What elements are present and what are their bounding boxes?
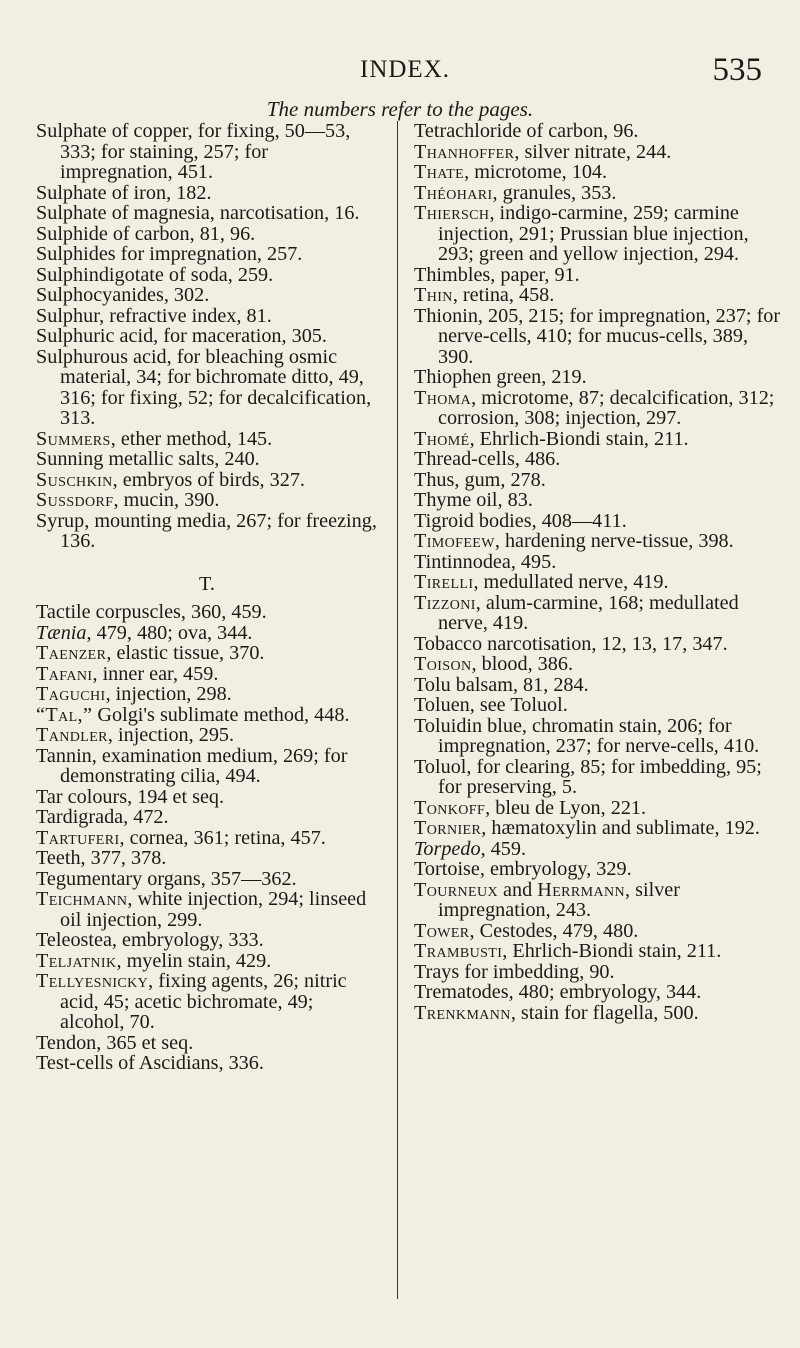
entry-author: “Tal,” <box>36 703 93 726</box>
left-column <box>36 121 378 1074</box>
entry-text: , bleu de Lyon, 221. <box>485 796 647 819</box>
entry-text: Tobacco narcotisation, 12, 13, 17, 347. <box>414 632 728 655</box>
entry-text: , cornea, 361; retina, 457. <box>119 826 326 849</box>
entry-author: Tandler <box>36 724 108 746</box>
entry-text: Tetrachloride of carbon, 96. <box>414 120 639 142</box>
index-entry <box>414 490 782 511</box>
index-entry <box>414 880 782 921</box>
entry-author: Thoma <box>414 386 472 409</box>
index-entry <box>414 470 782 491</box>
index-entry <box>36 889 378 930</box>
entry-text: Tigroid bodies, 408—411. <box>414 509 627 532</box>
entry-text: and <box>497 878 538 901</box>
index-entry <box>414 982 782 1003</box>
entry-text: , myelin stain, 429. <box>116 949 272 972</box>
entry-text: , alum-carmine, 168; medullated nerve, 419. <box>438 591 739 634</box>
index-entry <box>414 941 782 962</box>
entry-author: Tonkoff <box>414 796 486 819</box>
entry-text: Thiophen green, 219. <box>414 366 587 388</box>
entry-text: Thimbles, paper, 91. <box>414 263 580 286</box>
right-column <box>414 121 782 1023</box>
entry-author: Tartuferi <box>36 826 120 849</box>
index-entry <box>414 203 782 265</box>
index-entry <box>414 429 782 450</box>
entry-author: Thanhoffer <box>414 140 515 163</box>
entry-text: Teleostea, embryology, 333. <box>36 929 264 951</box>
entry-text: Toluidin blue, chromatin stain, 206; for impregnation, 237; for nerve-cells, 410. <box>414 714 760 757</box>
index-entry <box>414 552 782 573</box>
entry-text: Thus, gum, 278. <box>414 468 546 491</box>
entry-text: Test-cells of Ascidians, 336. <box>36 1052 264 1074</box>
entry-text: , inner ear, 459. <box>92 662 219 685</box>
index-entry <box>414 367 782 388</box>
entry-text: Sulphate of iron, 182. <box>36 181 212 204</box>
index-entry <box>414 839 782 860</box>
entry-text: , white injection, 294; linseed oil injection, 299. <box>60 888 367 931</box>
index-entry <box>414 388 782 429</box>
entry-text: Thyme oil, 83. <box>414 489 533 511</box>
entry-text: , microtome, 104. <box>464 161 608 183</box>
entry-author: Timofeew <box>414 530 495 552</box>
index-entry <box>36 326 378 347</box>
index-entry <box>36 347 378 429</box>
entry-text: Tortoise, embryology, 329. <box>414 858 632 880</box>
entry-text: Teeth, 377, 378. <box>36 847 167 869</box>
entry-text: , silver nitrate, 244. <box>514 140 672 163</box>
entry-author: Thin <box>414 284 453 306</box>
index-entry <box>36 623 378 644</box>
entry-text: Syrup, mounting media, 267; for freezing, 136. <box>36 509 377 552</box>
entry-author: Thomé <box>414 427 470 450</box>
entry-text: Sulphides for impregnation, 257. <box>36 243 303 265</box>
entry-text: Tannin, examination medium, 269; for demonstrating cilia, 494. <box>36 744 348 787</box>
index-entry <box>36 306 378 327</box>
index-entry <box>36 930 378 951</box>
entry-text: , fixing agents, 26; nitric acid, 45; acetic bichromate, 49; alcohol, 70. <box>60 970 347 1033</box>
index-entry <box>414 265 782 286</box>
index-entry <box>36 705 378 726</box>
index-entry <box>414 1003 782 1024</box>
index-entry <box>36 449 378 470</box>
entry-text: , elastic tissue, 370. <box>106 642 265 664</box>
entry-author: Suschkin <box>36 468 113 491</box>
entry-text: Sulphurous acid, for bleaching osmic material, 34; for bichromate ditto, 49, 316; for fixing, 52; for decalcification, 313. <box>36 345 372 429</box>
entry-text: Sulphate of copper, for fixing, 50—53, 333; for staining, 257; for impregnation, 451. <box>36 120 351 183</box>
entry-text: Golgi's sublimate method, 448. <box>92 703 350 726</box>
index-entry <box>36 684 378 705</box>
index-entry <box>414 859 782 880</box>
index-entry <box>36 807 378 828</box>
index-entry <box>414 634 782 655</box>
entry-text: Tendon, 365 et seq. <box>36 1031 194 1054</box>
index-entry <box>36 265 378 286</box>
index-entry <box>36 971 378 1033</box>
section-letter: T. <box>199 572 215 595</box>
index-entry <box>414 962 782 983</box>
index-entry <box>36 244 378 265</box>
entry-text: , indigo-carmine, 259; carmine injection, 291; Prussian blue injection, 293; green and yellow injection, 294. <box>438 202 749 265</box>
entry-author: Teljatnik <box>36 949 117 972</box>
index-entry <box>36 828 378 849</box>
index-entry <box>414 921 782 942</box>
entry-text: Tolu balsam, 81, 284. <box>414 673 589 696</box>
index-entry <box>36 664 378 685</box>
index-entry <box>36 203 378 224</box>
entry-author: Taenzer <box>36 642 107 664</box>
entry-author: Summers <box>36 427 111 450</box>
entry-text: Sulphide of carbon, 81, 96. <box>36 222 256 245</box>
index-entry <box>414 285 782 306</box>
index-entry <box>36 490 378 511</box>
entry-text: , Cestodes, 479, 480. <box>469 919 639 942</box>
entry-author: Tizzoni <box>414 591 476 614</box>
entry-author: Thate <box>414 161 465 183</box>
entry-text: , silver impregnation, 243. <box>438 878 680 921</box>
entry-author: Tourneux <box>414 878 498 901</box>
entry-text: Tintinnodea, 495. <box>414 550 557 573</box>
entry-author: Théohari <box>414 181 493 204</box>
entry-text: , hæmatoxylin and sublimate, 192. <box>481 817 760 839</box>
running-head: INDEX. <box>360 56 451 83</box>
entry-author: Trenkmann <box>414 1001 511 1024</box>
index-entry <box>414 798 782 819</box>
index-entry <box>414 531 782 552</box>
entry-text: Sulphuric acid, for maceration, 305. <box>36 325 327 347</box>
entry-author: Trambusti <box>414 940 503 962</box>
entry-text: Trematodes, 480; embryology, 344. <box>414 981 702 1003</box>
page-number: 535 <box>712 52 762 88</box>
index-entry <box>414 183 782 204</box>
entry-text: Sunning metallic salts, 240. <box>36 448 260 470</box>
entry-author: Tirelli <box>414 571 474 593</box>
entry-text: , granules, 353. <box>492 181 617 204</box>
entry-text: Sulphocyanides, 302. <box>36 284 210 306</box>
index-entry <box>36 951 378 972</box>
entry-text: , injection, 295. <box>107 724 235 746</box>
entry-author: Tower <box>414 919 470 942</box>
entry-text: , 479, 480; ova, 344. <box>86 621 253 644</box>
entry-text: Thionin, 205, 215; for impregnation, 237; for nerve-cells, 410; for mucus-cells, 389, 390. <box>414 304 781 368</box>
index-entry <box>414 449 782 470</box>
index-entry <box>414 306 782 368</box>
entry-text: Sulphate of magnesia, narcotisation, 16. <box>36 202 360 224</box>
entry-author: Thiersch <box>414 202 490 224</box>
entry-text: , mucin, 390. <box>113 489 220 511</box>
entry-author: Taguchi <box>36 683 106 705</box>
index-entry <box>36 643 378 664</box>
entry-text: Tactile corpuscles, 360, 459. <box>36 601 267 623</box>
entry-author: Tornier <box>414 817 482 839</box>
entry-text: , Ehrlich-Biondi stain, 211. <box>469 427 689 450</box>
entry-text: , medullated nerve, 419. <box>473 571 669 593</box>
index-entry <box>36 183 378 204</box>
entry-text: , 459. <box>480 837 526 860</box>
entry-text: Toluen, see Toluol. <box>414 694 568 716</box>
index-entry <box>36 848 378 869</box>
entry-text: , blood, 386. <box>471 653 574 675</box>
entry-author: Tellyesnicky <box>36 970 149 992</box>
entry-author: Toison <box>414 653 472 675</box>
entry-text: , microtome, 87; decalcification, 312; corrosion, 308; injection, 297. <box>438 386 775 429</box>
index-entry <box>414 142 782 163</box>
entry-italic-term: Tænia <box>36 621 87 644</box>
entry-author: Teichmann <box>36 888 128 910</box>
index-entry <box>36 470 378 491</box>
index-entry <box>36 224 378 245</box>
entry-text: , ether method, 145. <box>110 427 273 450</box>
index-entry <box>414 716 782 757</box>
index-entry <box>36 1053 378 1074</box>
t-entries-right <box>414 121 782 1023</box>
index-entry <box>36 602 378 623</box>
index-entry <box>414 757 782 798</box>
entry-text: Thread-cells, 486. <box>414 448 561 470</box>
entry-text: , Ehrlich-Biondi stain, 211. <box>502 940 722 962</box>
index-entry <box>414 675 782 696</box>
entry-text: Sulphindigotate of soda, 259. <box>36 263 274 286</box>
entry-text: Tar colours, 194 et seq. <box>36 785 225 808</box>
index-entry <box>36 746 378 787</box>
entry-text: , injection, 298. <box>105 683 232 705</box>
entry-text: Tardigrada, 472. <box>36 806 169 828</box>
entry-text: Trays for imbedding, 90. <box>414 960 615 983</box>
index-entry <box>36 511 378 552</box>
index-entry <box>36 869 378 890</box>
index-note: The numbers refer to the pages. <box>266 97 534 121</box>
index-entry <box>36 1033 378 1054</box>
entry-text: , stain for flagella, 500. <box>510 1001 699 1024</box>
index-entry <box>414 121 782 142</box>
index-entry <box>36 429 378 450</box>
entry-author: Herrmann <box>537 878 626 901</box>
t-entries-left <box>36 602 378 1074</box>
index-entry <box>414 654 782 675</box>
column-divider <box>397 121 398 1299</box>
index-entry <box>414 511 782 532</box>
index-entry <box>36 725 378 746</box>
index-entry <box>414 572 782 593</box>
entry-text: , retina, 458. <box>452 284 555 306</box>
index-entry <box>414 695 782 716</box>
index-entry <box>36 121 378 183</box>
index-entry <box>414 162 782 183</box>
index-entry <box>36 787 378 808</box>
entry-text: Sulphur, refractive index, 81. <box>36 304 272 327</box>
index-entry <box>414 818 782 839</box>
s-entries <box>36 121 378 552</box>
entry-author: Sussdorf <box>36 489 114 511</box>
entry-text: Toluol, for clearing, 85; for imbedding, 95; for preserving, 5. <box>414 755 762 798</box>
page-header <box>30 52 770 96</box>
index-entry <box>414 593 782 634</box>
index-entry <box>36 285 378 306</box>
entry-author: Tafani <box>36 662 93 685</box>
entry-text: Tegumentary organs, 357—362. <box>36 867 297 890</box>
entry-text: , embryos of birds, 327. <box>112 468 305 491</box>
entry-text: , hardening nerve-tissue, 398. <box>494 530 734 552</box>
entry-italic-term: Torpedo <box>414 837 481 860</box>
